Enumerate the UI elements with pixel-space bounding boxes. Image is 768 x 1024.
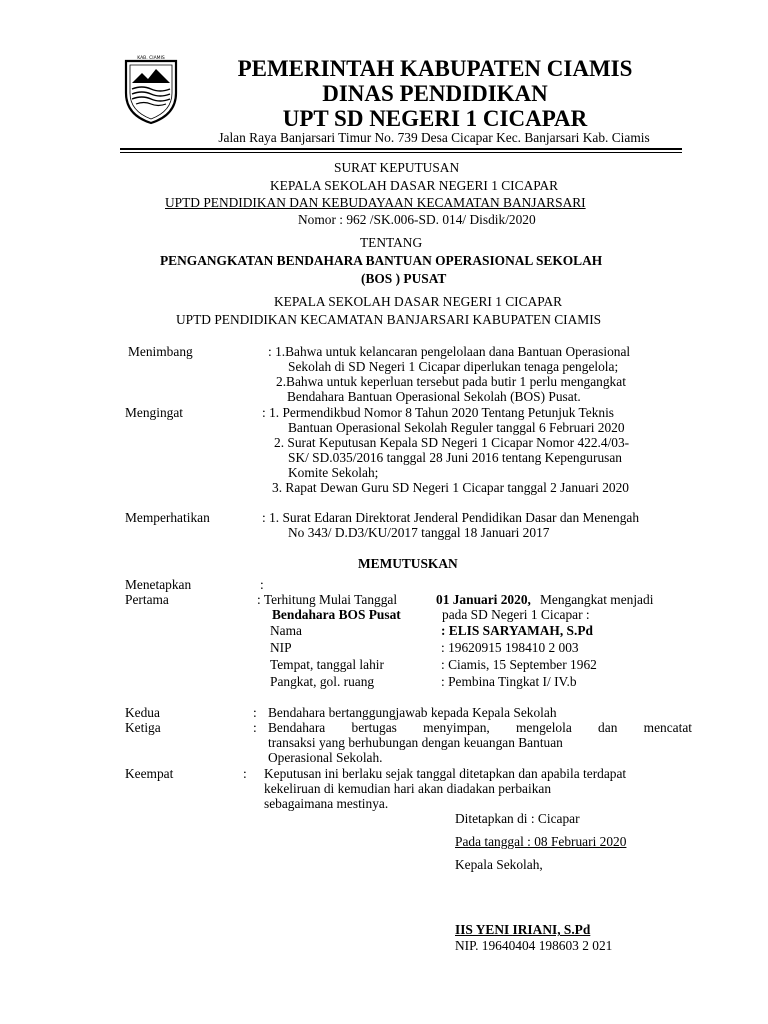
keempat-line: kekeliruan di kemudian hari akan diadakan perbaikan — [264, 781, 552, 796]
menimbang-line: 2.Bahwa untuk keperluan tersebut pada butir 1 perlu mengangkat — [276, 374, 626, 389]
title-tentang: TENTANG — [360, 235, 423, 250]
signature-tanggal: Pada tanggal : 08 Februari 2020 — [455, 834, 627, 849]
menimbang-label: Menimbang — [128, 344, 193, 359]
ketiga-line: Operasional Sekolah. — [268, 750, 383, 765]
letterhead-rule-thick — [120, 148, 682, 150]
logo-text: KAB. CIAMIS — [137, 56, 165, 61]
header-department: DINAS PENDIDIKAN — [322, 81, 548, 106]
kedua-line: Bendahara bertanggungjawab kepada Kepala Sekolah — [268, 705, 557, 720]
header-government: PEMERINTAH KABUPATEN CIAMIS — [237, 56, 633, 81]
menimbang-line: : 1.Bahwa untuk kelancaran pengelolaan dana Bantuan Operasional — [268, 344, 631, 359]
kedua-label: Kedua — [125, 705, 160, 720]
field-value-ttl: : Ciamis, 15 September 1962 — [441, 657, 597, 672]
field-label: Tempat, tanggal lahir — [270, 657, 384, 672]
memperhatikan-label: Memperhatikan — [125, 510, 210, 525]
memperhatikan-line: : 1. Surat Edaran Direktorat Jenderal Pendidikan Dasar dan Menengah — [262, 510, 640, 525]
mengingat-line: 3. Rapat Dewan Guru SD Negeri 1 Cicapar tanggal 2 Januari 2020 — [272, 480, 629, 495]
title-kepala-sekolah: KEPALA SEKOLAH DASAR NEGERI 1 CICAPAR — [270, 178, 559, 193]
field-label: Pangkat, gol. ruang — [270, 674, 375, 689]
menimbang-line: Sekolah di SD Negeri 1 Cicapar diperlukan tenaga pengelola; — [288, 359, 619, 374]
mengingat-line: Bantuan Operasional Sekolah Reguler tanggal 6 Februari 2020 — [288, 420, 625, 435]
pertama-line: pada SD Negeri 1 Cicapar : — [442, 607, 590, 622]
memutuskan-heading: MEMUTUSKAN — [358, 556, 458, 571]
pertama-line: Mengangkat menjadi — [540, 592, 654, 607]
menetapkan-colon: : — [260, 577, 264, 592]
field-value-pangkat: : Pembina Tingkat I/ IV.b — [441, 674, 577, 689]
field-label: NIP — [270, 640, 292, 655]
title-nomor: Nomor : 962 /SK.006-SD. 014/ Disdik/2020 — [298, 212, 536, 227]
title-issuer-uptd: UPTD PENDIDIKAN KECAMATAN BANJARSARI KABUPATEN CIAMIS — [176, 312, 602, 327]
field-label: Nama — [270, 623, 302, 638]
ketiga-colon: : — [253, 720, 257, 735]
mengingat-line: SK/ SD.035/2016 tanggal 28 Juni 2016 tentang Kepengurusan — [288, 450, 622, 465]
title-issuer: KEPALA SEKOLAH DASAR NEGERI 1 CICAPAR — [274, 294, 563, 309]
keempat-line: sebagaimana mestinya. — [264, 796, 389, 811]
keempat-colon: : — [243, 766, 247, 781]
mengingat-line: : 1. Permendikbud Nomor 8 Tahun 2020 Tentang Petunjuk Teknis — [262, 405, 615, 420]
letterhead-rule-thin — [120, 152, 682, 153]
title-surat-keputusan: SURAT KEPUTUSAN — [334, 160, 460, 175]
pertama-position: Bendahara BOS Pusat — [272, 607, 401, 622]
menetapkan-label: Menetapkan — [125, 577, 192, 592]
signature-ditetapkan: Ditetapkan di : Cicapar — [455, 811, 580, 826]
ketiga-line: transaksi yang berhubungan dengan keuangan Bantuan — [268, 735, 563, 750]
mengingat-label: Mengingat — [125, 405, 184, 420]
regency-seal-logo — [122, 53, 180, 125]
header-address: Jalan Raya Banjarsari Timur No. 739 Desa Cicapar Kec. Banjarsari Kab. Ciamis — [218, 130, 650, 145]
header-school: UPT SD NEGERI 1 CICAPAR — [282, 106, 588, 131]
title-subject-bos: (BOS ) PUSAT — [361, 271, 447, 286]
signature-jabatan: Kepala Sekolah, — [455, 857, 543, 872]
mengingat-line: 2. Surat Keputusan Kepala SD Negeri 1 Cicapar Nomor 422.4/03- — [274, 435, 630, 450]
pertama-line: : Terhitung Mulai Tanggal — [257, 592, 398, 607]
menimbang-line: Bendahara Bantuan Operasional Sekolah (BOS) Pusat. — [287, 389, 581, 404]
keempat-line: Keputusan ini berlaku sejak tanggal ditetapkan dan apabila terdapat — [264, 766, 627, 781]
signature-nip: NIP. 19640404 198603 2 021 — [455, 938, 613, 953]
pertama-date: 01 Januari 2020, — [436, 592, 531, 607]
kedua-colon: : — [253, 705, 257, 720]
title-subject: PENGANGKATAN BENDAHARA BANTUAN OPERASIONAL SEKOLAH — [160, 253, 603, 268]
title-uptd: UPTD PENDIDIKAN DAN KEBUDAYAAN KECAMATAN BANJARSARI — [165, 195, 586, 210]
pertama-label: Pertama — [125, 592, 169, 607]
signature-name: IIS YENI IRIANI, S.Pd — [455, 922, 591, 937]
field-value-nip: : 19620915 198410 2 003 — [441, 640, 579, 655]
ketiga-label: Ketiga — [125, 720, 161, 735]
field-value-nama: : ELIS SARYAMAH, S.Pd — [441, 623, 593, 638]
keempat-label: Keempat — [125, 766, 174, 781]
ketiga-line: Bendahara bertugas menyimpan, mengelola dan mencatat — [268, 720, 692, 735]
mengingat-line: Komite Sekolah; — [288, 465, 379, 480]
memperhatikan-line: No 343/ D.D3/KU/2017 tanggal 18 Januari 2017 — [288, 525, 550, 540]
